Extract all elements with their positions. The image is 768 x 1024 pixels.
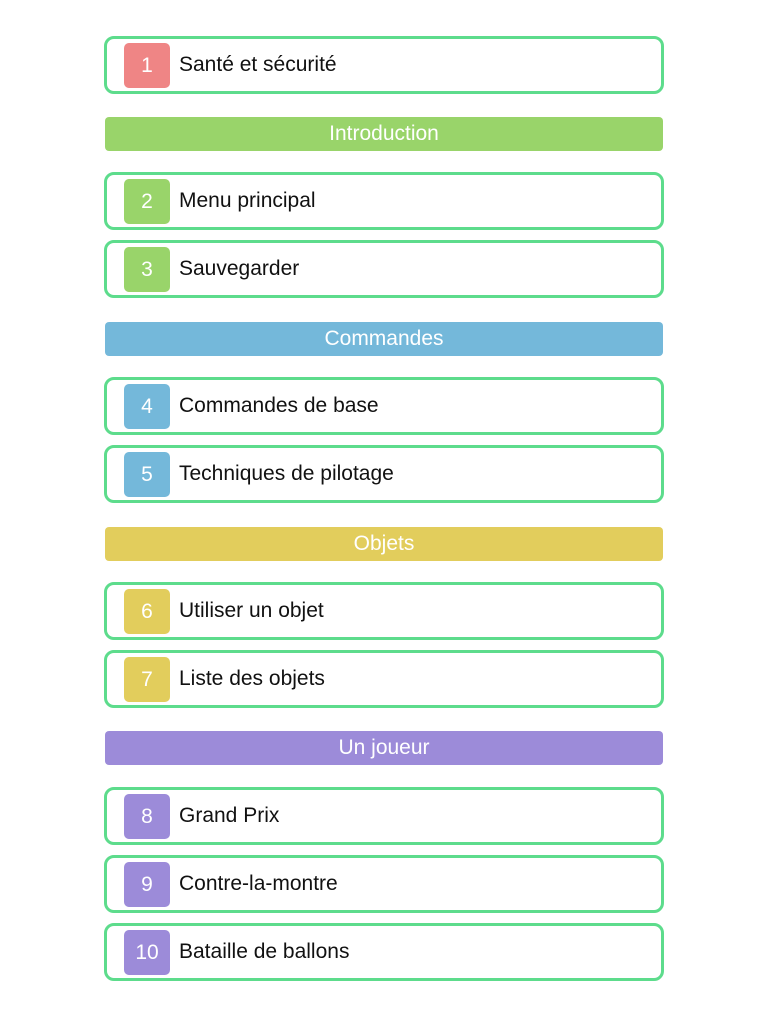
- section-header-objets: Objets: [105, 527, 663, 561]
- entry-label: Liste des objets: [179, 667, 325, 690]
- entry-label: Utiliser un objet: [179, 599, 324, 622]
- toc-entry-techniques-de-pilotage[interactable]: [104, 445, 664, 503]
- section-header-un-joueur: Un joueur: [105, 731, 663, 765]
- toc-entry-bataille-de-ballons[interactable]: [104, 923, 664, 981]
- entry-label: Bataille de ballons: [179, 940, 350, 963]
- entry-label: Sauvegarder: [179, 257, 300, 280]
- entry-number-badge: 8: [124, 794, 170, 839]
- entry-number-badge: 2: [124, 179, 170, 224]
- toc-entry-utiliser-un-objet[interactable]: [104, 582, 664, 640]
- entry-number-badge: 6: [124, 589, 170, 634]
- toc-entry-commandes-de-base[interactable]: [104, 377, 664, 435]
- entry-label: Santé et sécurité: [179, 53, 337, 76]
- toc-entry-liste-des-objets[interactable]: [104, 650, 664, 708]
- toc-entry-contre-la-montre[interactable]: [104, 855, 664, 913]
- toc-entry-menu-principal[interactable]: [104, 172, 664, 230]
- entry-label: Commandes de base: [179, 394, 379, 417]
- entry-label: Techniques de pilotage: [179, 462, 394, 485]
- toc-entry-grand-prix[interactable]: [104, 787, 664, 845]
- entry-label: Grand Prix: [179, 804, 280, 827]
- section-header-commandes: Commandes: [105, 322, 663, 356]
- entry-number-badge: 1: [124, 43, 170, 88]
- toc-entry-sauvegarder[interactable]: [104, 240, 664, 298]
- entry-number-badge: 10: [124, 930, 170, 975]
- entry-number-badge: 4: [124, 384, 170, 429]
- entry-number-badge: 7: [124, 657, 170, 702]
- entry-number-badge: 3: [124, 247, 170, 292]
- section-header-introduction: Introduction: [105, 117, 663, 151]
- toc-entry-sante-securite[interactable]: [104, 36, 664, 94]
- entry-number-badge: 5: [124, 452, 170, 497]
- entry-number-badge: 9: [124, 862, 170, 907]
- entry-label: Contre-la-montre: [179, 872, 338, 895]
- entry-label: Menu principal: [179, 189, 316, 212]
